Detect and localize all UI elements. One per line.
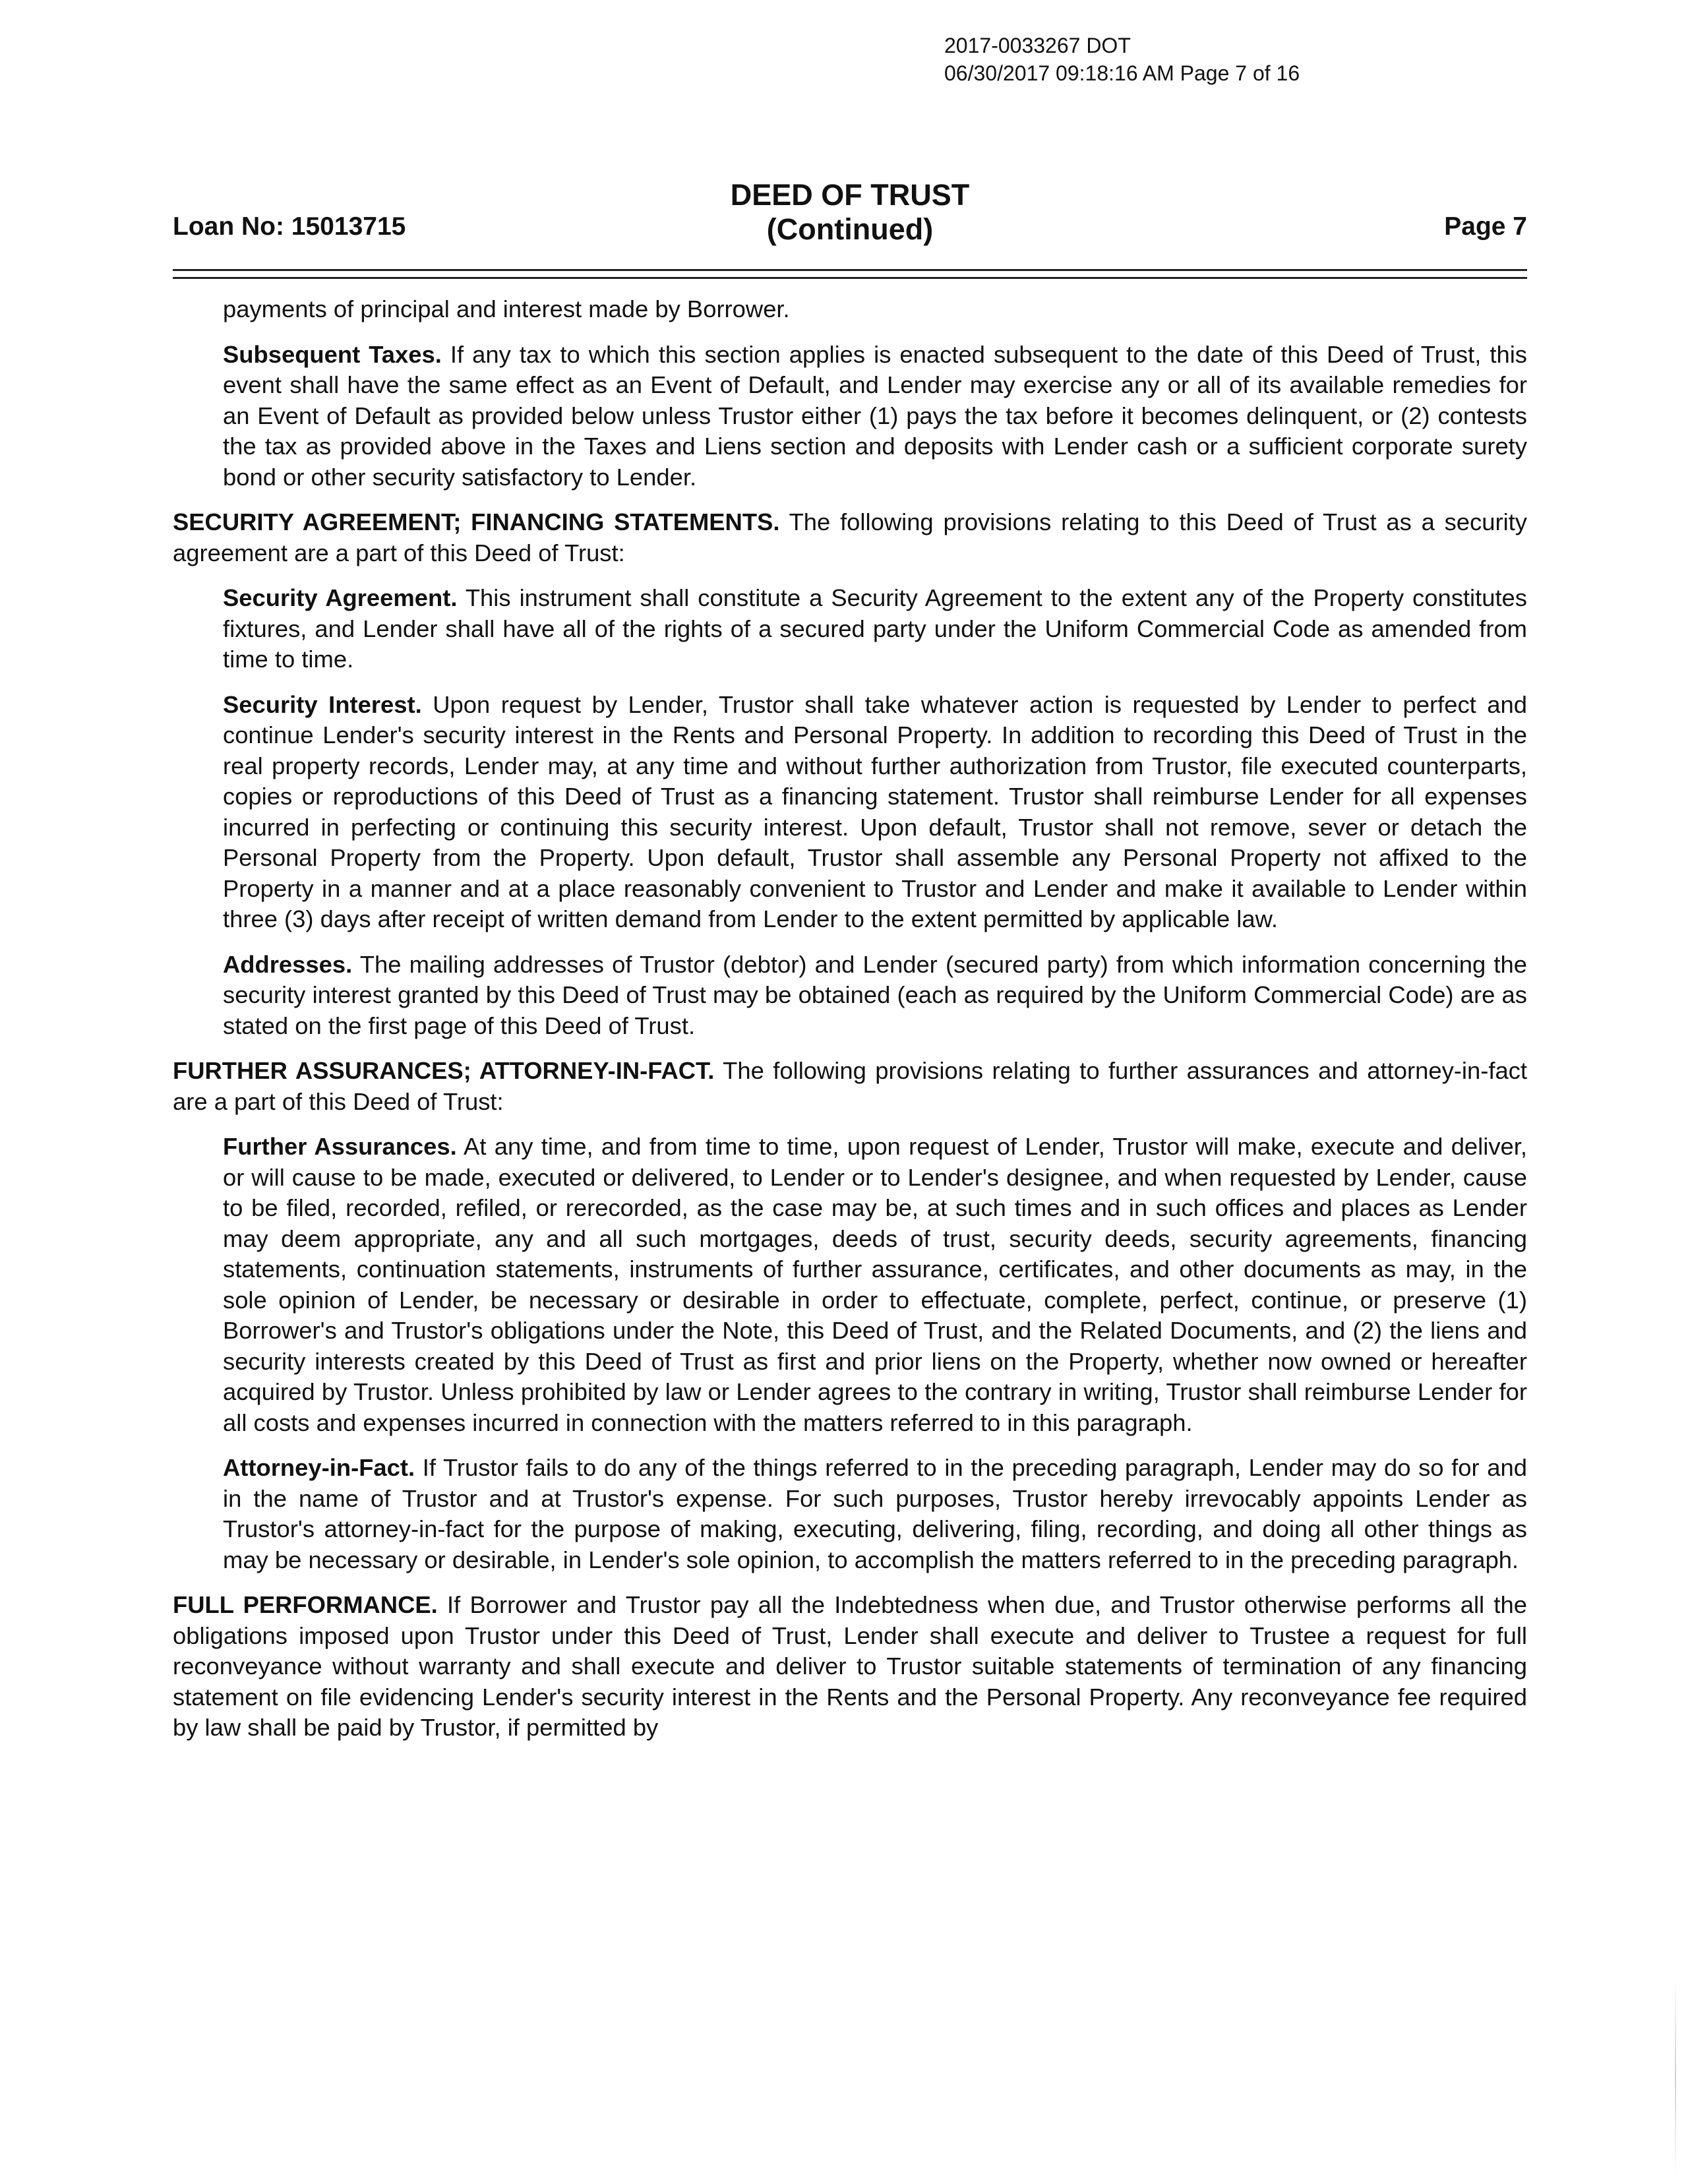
paragraph-label: Addresses.: [223, 950, 353, 978]
paragraph-further-assurances: [173, 1132, 1527, 1438]
paragraph-attorney-in-fact: [173, 1453, 1527, 1575]
section-text: If Borrower and Trustor pay all the Indebtedness when due, and Trustor otherwise performs all the obligations imposed upon Trustor under this Deed of Trust, Lender shall execute and deliver to Trustee a request for full reconveyance without warranty and shall execute and deliver to Trustor suitable statements of termination of any financing statement on file evidencing Lender's security interest in the Rents and the Personal Property. Any reconveyance fee required by law shall be paid by Trustor, if permitted by: [173, 1591, 1527, 1741]
document-number: 2017-0033267 DOT: [944, 34, 1131, 57]
document-body: [173, 294, 1527, 1758]
paragraph-text: If any tax to which this section applies is enacted subsequent to the date of this Deed of Trust, this event shall have the same effect as an Event of Default, and Lender may exercise any or all of its available remedies for an Event of Default as provided below unless Trustor either (1) pays the tax before it becomes delinquent, or (2) contests the tax as provided above in the Taxes and Liens section and deposits with Lender cash or a sufficient corporate surety bond or other security satisfactory to Lender.: [223, 340, 1527, 491]
paragraph-label: Security Agreement.: [223, 584, 458, 611]
section-further-assurances: [173, 1056, 1527, 1117]
paragraph-label: Attorney-in-Fact.: [223, 1454, 415, 1481]
carryover-paragraph: payments of principal and interest made by Borrower.: [223, 295, 790, 322]
section-heading: FURTHER ASSURANCES; ATTORNEY-IN-FACT.: [173, 1057, 715, 1084]
section-heading: SECURITY AGREEMENT; FINANCING STATEMENTS.: [173, 508, 780, 535]
paragraph-text: At any time, and from time to time, upon request of Lender, Trustor will make, execute and deliver, or will cause to be made, executed or delivered, to Lender or to Lender's designee, and when requested by Lender, cause to be filed, recorded, refiled, or rerecorded, as the case may be, at such times and in such offices and places as Lender may deem appropriate, any and all such mortgages, deeds of trust, security deeds, security agreements, financing statements, continuation statements, instruments of further assurance, certificates, and other documents as may, in the sole opinion of Lender, be necessary or desirable in order to effectuate, complete, perfect, continue, or preserve (1) Borrower's and Trustor's obligations under the Note, this Deed of Trust, and the Related Documents, and (2) the liens and security interests created by this Deed of Trust as first and prior liens on the Property, whether now owned or hereafter acquired by Trustor. Unless prohibited by law or Lender agrees to the contrary in writing, Trustor shall reimburse Lender for all costs and expenses incurred in connection with the matters referred to in this paragraph.: [223, 1133, 1527, 1436]
paragraph-label: Subsequent Taxes.: [223, 340, 442, 368]
title-main: DEED OF TRUST: [730, 178, 970, 212]
paragraph-security-agreement: [173, 583, 1527, 675]
paragraph-text: This instrument shall constitute a Security Agreement to the extent any of the Property constitutes fixtures, and Lender shall have all of the rights of a secured party under the Uniform Commercial Code as amended from time to time.: [223, 584, 1527, 673]
paragraph-subsequent-taxes: [173, 340, 1527, 493]
section-heading: FULL PERFORMANCE.: [173, 1591, 438, 1618]
section-text: The following provisions relating to this Deed of Trust as a security agreement are a part of this Deed of Trust:: [173, 508, 1527, 566]
section-full-performance: [173, 1590, 1527, 1744]
paragraph-text: If Trustor fails to do any of the things referred to in the preceding paragraph, Lender may do so for and in the name of Trustor and at Trustor's expense. For such purposes, Trustor hereby irrevocably appoints Lender as Trustor's attorney-in-fact for the purpose of making, executing, delivering, filing, recording, and doing all other things as may be necessary or desirable, in Lender's sole opinion, to accomplish the matters referred to in the preceding paragraph.: [223, 1454, 1527, 1573]
title-continued: (Continued): [766, 212, 934, 246]
paragraph-label: Security Interest.: [223, 690, 422, 718]
recording-stamp: [944, 32, 1300, 87]
paragraph-addresses: [173, 950, 1527, 1042]
page-header: [173, 173, 1527, 252]
scan-edge-artifact: [1675, 1978, 1676, 2176]
page-number: Page 7: [1444, 212, 1527, 241]
header-rule-bottom: [173, 277, 1527, 279]
header-rule-top: [173, 269, 1527, 271]
section-security-agreement: [173, 507, 1527, 568]
paragraph-text: The mailing addresses of Trustor (debtor) and Lender (secured party) from which information concerning the security interest granted by this Deed of Trust may be obtained (each as required by the Uniform Commercial Code) are as stated on the first page of this Deed of Trust.: [223, 950, 1527, 1039]
paragraph-security-interest: [173, 690, 1527, 935]
loan-number: Loan No: 15013715: [173, 212, 406, 241]
paragraph-text: Upon request by Lender, Trustor shall take whatever action is requested by Lender to perfect and continue Lender's security interest in the Rents and Personal Property. In addition to recording this Deed of Trust in the real property records, Lender may, at any time and without further authorization from Trustor, file executed counterparts, copies or reproductions of this Deed of Trust as a financing statement. Trustor shall reimburse Lender for all expenses incurred in perfecting or continuing this security interest. Upon default, Trustor shall not remove, sever or detach the Personal Property from the Property. Upon default, Trustor shall assemble any Personal Property not affixed to the Property in a manner and at a place reasonably convenient to Trustor and Lender and make it available to Lender within three (3) days after receipt of written demand from Lender to the extent permitted by applicable law.: [223, 690, 1527, 932]
paragraph-label: Further Assurances.: [223, 1133, 457, 1160]
recording-timestamp: 06/30/2017 09:18:16 AM Page 7 of 16: [944, 61, 1300, 85]
section-text: The following provisions relating to further assurances and attorney-in-fact are a part of this Deed of Trust:: [173, 1057, 1527, 1115]
document-title: [173, 178, 1527, 247]
